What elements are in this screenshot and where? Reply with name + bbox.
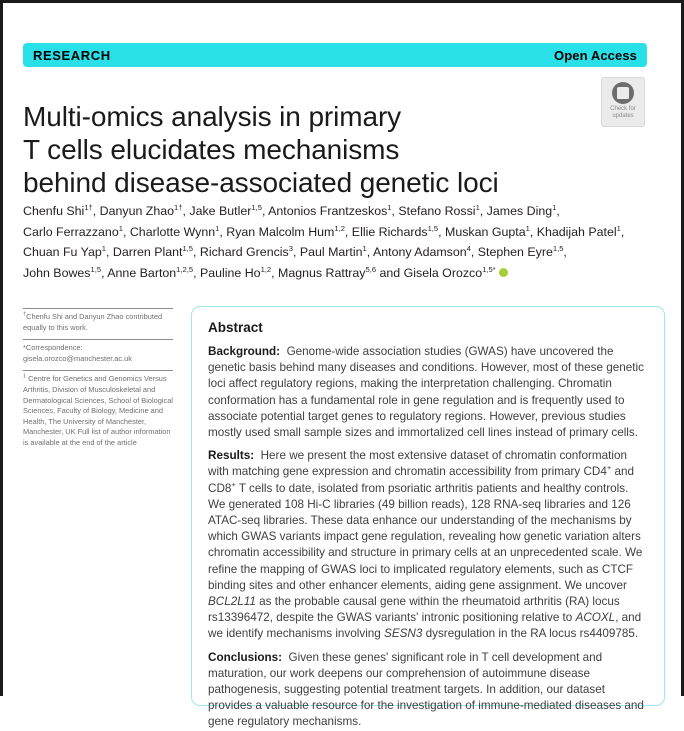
note-divider xyxy=(23,339,173,340)
title-line-1: Multi-omics analysis in primary xyxy=(23,100,402,132)
abstract-box xyxy=(191,306,665,729)
page-title xyxy=(23,100,583,199)
author-line: Carlo Ferrazzano$^1$, Charlotte Wynn$^1$, Ryan Malcolm Hum$^{1,2}$, Ellie Richards$^{1,5}$, Muskan Gupta$^1$, Khadijah Patel$^1$, xyxy=(23,223,625,239)
correspondence-label: *Correspondence: xyxy=(23,343,83,353)
note-divider xyxy=(23,370,173,371)
correspondence-email[interactable]: gisela.orozco@manchester.ac.uk xyxy=(23,353,132,363)
footnotes-column xyxy=(23,308,173,455)
equal-contribution-note xyxy=(23,308,173,333)
abstract-heading: Abstract xyxy=(208,320,263,335)
note-divider xyxy=(23,308,173,309)
author-line xyxy=(23,263,663,284)
title-line-2: T cells elucidates mechanisms xyxy=(23,133,400,165)
author-line: Chuan Fu Yap$^1$, Darren Plant$^{1,5}$, Richard Grencis$^3$, Paul Martin$^1$, Antony Adamson$^4$, Stephen Eyre$^{1,5}$, xyxy=(23,243,567,259)
title-line-3: behind disease-associated genetic loci xyxy=(23,166,499,198)
equal-contribution-text: †Chenfu Shi and Danyun Zhao contributed equally to this work. xyxy=(23,311,163,332)
open-access-header-bar xyxy=(23,43,647,67)
crossmark-label-line1: Check for xyxy=(610,106,636,112)
abstract-results: Results: Here we present the most extensive dataset of chromatin conformation with matching gene expression and chromatin accessibility from primary CD4+ and CD8+ T cells to date, isolated from psoriatic arthritis patients and healthy controls. We generated 108 Hi-C libraries (49 billion reads), 128 RNA-seq libraries and 126 ATAC-seq libraries. These data enhance our understanding of the mechanisms by which GWAS variants impact gene regulation, revealing how genetic variation alters chromatin accessibility and structure in primary cells at an unprecedented scale. We refine the mapping of GWAS loci to implicated regulatory elements, such as CTCF binding sites and other enhancer elements, aiding gene assignment. We uncover BCL2L11 as the probable causal gene within the rheumatoid arthritis (RA) locus rs13396472, despite the GWAS variants' intronic positioning relative to ACOXL, and we identify mechanisms involving SESN3 dysregulation in the RA locus rs4409785. xyxy=(208,449,643,641)
author-line-text: John Bowes$^{1,5}$, Anne Barton$^{1,2,5}$, Pauline Ho$^{1,2}$, Magnus Rattray$^{5,6}$ and Gisela Orozco$^{1,5*}$ xyxy=(23,264,496,280)
affiliation-text: $^1$ Centre for Genetics and Genomics Versus Arthritis, Division of Musculoskeletal and Dermatological Sciences, School of Biological Sciences, Faculty of Biology, Medicine and Health, The University of Manchester, Manchester, UK Full list of author information is available at the end of the article xyxy=(23,373,173,447)
crossmark-badge[interactable] xyxy=(601,77,645,127)
correspondence-note xyxy=(23,339,173,364)
section-label: RESEARCH xyxy=(33,47,111,63)
page-content xyxy=(23,3,667,729)
abstract-conclusions: Conclusions: Given these genes' significant role in T cell development and maturation, our work deepens our comprehension of autoimmune disease pathogenesis, suggesting potential treatment targets. In addition, our dataset provides a valuable resource for the investigation of immune-mediated diseases and gene regulatory mechanisms. xyxy=(208,650,644,729)
crossmark-label-line2: updates xyxy=(612,113,634,119)
author-list xyxy=(23,201,663,283)
author-line: Chenfu Shi$^{1\dagger}$, Danyun Zhao$^{1\dagger}$, Jake Butler$^{1,5}$, Antonios Frantzeskos$^1$, Stefano Rossi$^1$, James Ding$^1$, xyxy=(23,202,560,218)
affiliation-note xyxy=(23,370,173,448)
abstract-background: Background: Genome-wide association studies (GWAS) have uncovered the genetic basis behind many diseases and conditions. However, most of these genetic loci affect regulatory regions, making the interpretation challenging. Chromatin conformation has a fundamental role in gene regulation and is frequently used to associate potential target genes to regulatory regions. However, previous studies mostly used small sample sizes and immortalized cell lines instead of primary cells. xyxy=(208,345,644,440)
crossmark-label xyxy=(610,106,636,120)
open-access-label: Open Access xyxy=(554,47,637,63)
orcid-icon[interactable] xyxy=(499,268,508,277)
crossmark-icon xyxy=(612,82,634,104)
